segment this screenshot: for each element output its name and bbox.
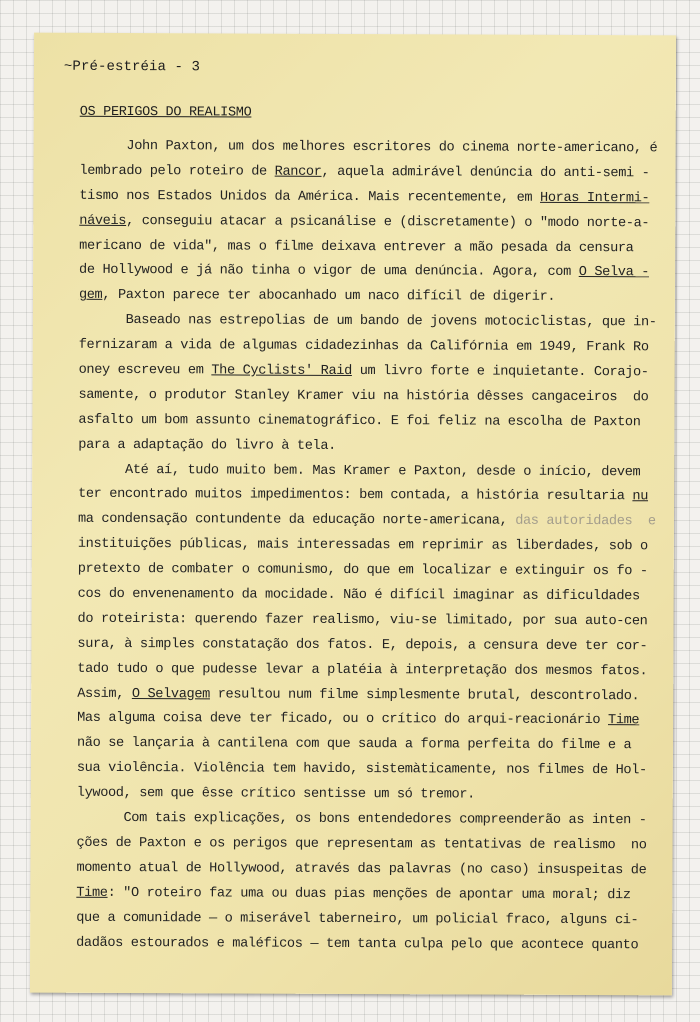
text-segment: sura, à simples constatação dos fatos. E, depois, a censura deve ter cor- xyxy=(77,636,648,655)
underlined-title: O Selva - xyxy=(578,265,650,281)
text-segment: lembrado pelo roteiro de xyxy=(79,163,275,180)
text-segment: , conseguiu atacar a psicanálise e (discretamente) o "modo norte-a- xyxy=(126,213,650,231)
text-segment: ções de Paxton e os perigos que representam as tentativas de realismo no xyxy=(76,835,647,854)
text-line xyxy=(78,409,668,436)
underlined-title: Time xyxy=(76,885,108,901)
text-line xyxy=(79,334,669,361)
text-line xyxy=(77,682,667,709)
text-segment: asfalto um bom assunto cinematográfico. E foi feliz na escolha de Paxton xyxy=(78,412,641,431)
text-line xyxy=(77,757,667,784)
text-line xyxy=(77,633,667,660)
text-segment: Assim, xyxy=(77,686,132,702)
text-segment: oney escreveu em xyxy=(78,362,212,379)
text-line xyxy=(77,658,667,685)
text-segment: pretexto de combater o comunismo, do que em localizar e extinguir os fo - xyxy=(77,561,648,580)
text-segment: Com tais explicações, os bons entendedores compreenderão as inten - xyxy=(76,810,647,829)
underlined-title: gem xyxy=(78,288,103,304)
text-segment: : "O roteiro faz uma ou duas pias menções de apontar uma moral; diz xyxy=(107,885,631,903)
text-segment: do roteirista: querendo fazer realismo, viu-se limitado, por sua auto-cen xyxy=(77,611,648,630)
text-segment: momento atual de Hollywood, através das palavras (no caso) insuspeitas de xyxy=(76,860,647,879)
underlined-title: náveis xyxy=(79,213,127,229)
text-line xyxy=(79,160,669,187)
text-segment: fernizaram a vida de algumas cidadezinhas da Califórnia em 1949, Frank Ro xyxy=(78,337,649,356)
text-line xyxy=(78,458,668,485)
text-line xyxy=(77,732,667,759)
text-line xyxy=(78,384,668,411)
text-line xyxy=(79,259,669,286)
article-body xyxy=(76,135,670,959)
text-segment: tado tudo o que pudesse levar a platéia à interpretação dos mesmos fatos. xyxy=(77,661,648,679)
text-line xyxy=(78,533,668,560)
text-segment: de Hollywood e já não tinha o vigor de uma denúncia. Agora, com xyxy=(79,263,579,281)
text-segment: , aquela admirável denúncia do anti-semi - xyxy=(321,164,650,182)
text-segment: mericano de vida", mas o filme deixava entrever a mão pesada da censura xyxy=(79,238,634,256)
text-segment: samente, o produtor Stanley Kramer viu na história dêsses cangaceiros do xyxy=(78,387,649,406)
underlined-title: Time xyxy=(607,713,640,729)
text-line xyxy=(78,483,668,510)
text-segment: um livro forte e inquietante. Corajo- xyxy=(351,364,649,381)
text-segment: lywood, sem que êsse crítico sentisse um só tremor. xyxy=(76,785,475,803)
text-line xyxy=(79,284,669,311)
text-line xyxy=(76,931,666,958)
text-segment: Até aí, tudo muito bem. Mas Kramer e Paxton, desde o início, devem xyxy=(78,462,641,480)
text-line xyxy=(79,185,669,212)
text-line xyxy=(77,782,667,809)
text-segment: tismo nos Estados Unidos da América. Mais recentemente, em xyxy=(79,188,541,206)
text-segment: dadãos estourados e maléficos — tem tanta culpa pelo que acontece quanto xyxy=(76,935,639,953)
typewritten-page xyxy=(30,33,676,996)
text-line xyxy=(80,135,670,162)
text-line xyxy=(76,857,666,884)
text-segment: Mas alguma coisa deve ter ficado, ou o crítico do arqui-reacionário xyxy=(77,711,609,729)
text-line xyxy=(77,608,667,635)
text-segment: Baseado nas estrepolias de um bando de jovens motociclistas, que in- xyxy=(78,313,657,331)
text-segment: que a comunidade — o miserável taberneiro, um policial fraco, alguns ci- xyxy=(76,910,639,928)
underlined-title: nu xyxy=(632,489,649,505)
underlined-title: The Cyclists' Raid xyxy=(211,363,352,380)
text-segment: não se lançaria à cantilena com que sauda a forma perfeita do filme e a xyxy=(76,736,632,754)
text-line xyxy=(79,209,669,236)
text-line xyxy=(77,832,667,859)
text-line xyxy=(78,433,668,460)
faint-text: das autoridades e xyxy=(515,514,656,530)
text-line xyxy=(79,234,669,261)
text-segment: , Paxton parece ter abocanhado um naco difícil de digerir. xyxy=(102,288,556,306)
underlined-title: Horas Intermi- xyxy=(540,190,650,207)
underlined-title: O Selvagem xyxy=(131,686,210,702)
text-segment: resultou num filme simplesmente brutal, descontrolado. xyxy=(209,686,640,704)
text-line xyxy=(79,309,669,336)
text-segment: sua violência. Violência tem havido, sistemàticamente, nos filmes de Hol- xyxy=(76,761,647,779)
text-segment: ma condensação contundente da educação norte-americana, xyxy=(77,512,516,530)
text-line xyxy=(78,583,668,610)
text-segment: para a adaptação do livro à tela. xyxy=(78,437,336,454)
text-line xyxy=(76,882,666,909)
text-line xyxy=(77,807,667,834)
text-line xyxy=(77,707,667,734)
underlined-title: Rancor xyxy=(274,164,322,180)
text-segment: ter encontrado muitos impedimentos: bem contada, a história resultaria xyxy=(78,487,633,505)
text-line xyxy=(78,508,668,535)
text-line xyxy=(76,906,666,933)
article-title: OS PERIGOS DO REALISMO xyxy=(79,104,252,121)
text-segment: John Paxton, um dos melhores escritores do cinema norte-americano, é xyxy=(79,138,658,157)
page-header: ~Pré-estréia - 3 xyxy=(63,58,201,76)
text-line xyxy=(79,359,669,386)
text-segment: instituições públicas, mais interessadas em reprimir as liberdades, sob o xyxy=(77,537,648,555)
text-segment: cos do envenenamento da mocidade. Não é difícil imaginar as dificuldades xyxy=(77,586,640,605)
text-line xyxy=(78,558,668,585)
